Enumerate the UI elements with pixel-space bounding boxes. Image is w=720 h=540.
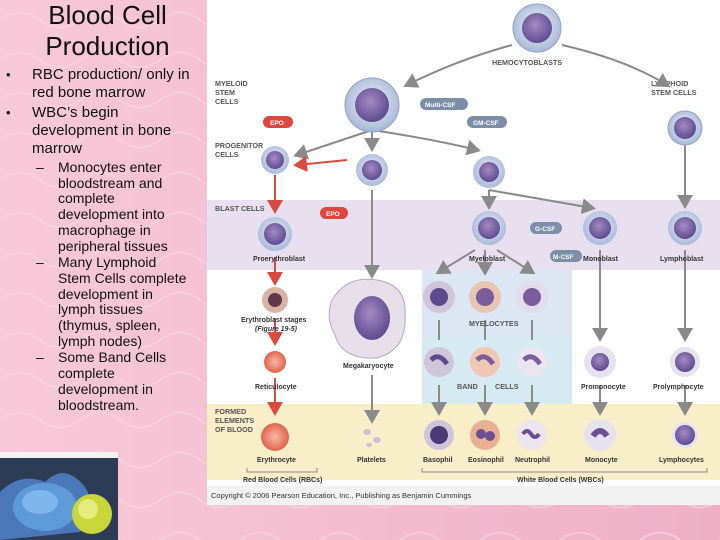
micrograph-illustration <box>0 452 118 540</box>
figure-reference-label: (Figure 19-5) <box>255 326 298 333</box>
title-line-1: Blood Cell <box>48 0 167 30</box>
promonocyte-cell <box>584 346 616 378</box>
cells-label: CELLS <box>495 382 519 391</box>
promonocyte-label: Promonocyte <box>581 384 626 391</box>
sub-bullet-marker: – <box>36 159 44 175</box>
sub-bullet-marker: – <box>36 254 44 271</box>
eosinophil-label: Eosinophil <box>468 457 504 464</box>
sub-bullet-item <box>36 255 206 349</box>
reticulocyte-cell <box>264 351 286 373</box>
lymphocytes-label: Lymphocytes <box>659 457 704 464</box>
slide-title <box>0 0 215 62</box>
basophil-label: Basophil <box>423 457 453 464</box>
band-cell-2 <box>470 347 500 377</box>
svg-text:GM-CSF: GM-CSF <box>473 120 499 127</box>
lymphoblast-cell <box>668 211 702 245</box>
erythroblast-cell <box>262 287 288 313</box>
erythrocyte-cell <box>261 423 289 451</box>
prolymphocyte-label: Prolymphocyte <box>653 384 704 391</box>
title-line-2: Production <box>45 31 170 61</box>
megakaryocyte-cell <box>329 279 405 358</box>
m-csf-box <box>550 250 582 262</box>
svg-text:EPO: EPO <box>326 211 340 218</box>
multi-csf-box <box>420 98 468 110</box>
neutrophil-cell <box>517 420 547 450</box>
neutrophil-label: Neutrophil <box>515 457 550 464</box>
bullet-item <box>6 104 206 158</box>
svg-text:M-CSF: M-CSF <box>553 254 574 261</box>
bullet-text: RBC production/ only in red bone marrow <box>32 66 190 101</box>
gm-csf-box <box>467 116 507 128</box>
sub-bullet-marker: – <box>36 349 44 366</box>
basophil-cell <box>424 420 454 450</box>
bullet-marker: • <box>6 105 11 120</box>
bullet-list <box>6 66 206 413</box>
formed-label-line-2: ELEMENTS <box>215 416 255 425</box>
prolymphocyte-cell <box>670 347 700 377</box>
formed-label-line-1: FORMED <box>215 407 247 416</box>
monocyte-label: Monocyte <box>585 457 618 464</box>
bullet-item <box>6 66 206 102</box>
epo-box-2 <box>320 207 348 219</box>
micrograph-image <box>0 452 118 540</box>
svg-text:Multi-CSF: Multi-CSF <box>425 102 456 109</box>
megakaryocyte-label: Megakaryocyte <box>343 363 394 370</box>
wbc-group-label: White Blood Cells (WBCs) <box>517 477 604 484</box>
lymphoid-label-line-2: STEM CELLS <box>651 88 697 97</box>
myelocyte-cell-1 <box>423 281 455 313</box>
sub-bullet-text: Monocytes enter bloodstream and complete development into macrophage in peripheral tissues <box>58 159 168 254</box>
epo-box-1 <box>263 116 293 128</box>
blast-cells-label: BLAST CELLS <box>215 204 265 213</box>
g-csf-box <box>530 222 562 234</box>
myeloid-label-line-2: STEM <box>215 88 235 97</box>
progenitor-label-line-2: CELLS <box>215 150 239 159</box>
hemocytoblasts-label: HEMOCYTOBLASTS <box>492 58 563 67</box>
myelocytes-label: MYELOCYTES <box>469 319 519 328</box>
eosinophil-cell <box>470 420 500 450</box>
progenitor-cell-2 <box>356 154 388 186</box>
lymphoid-label-line-1: LYMPHOID <box>651 79 689 88</box>
hemocytoblast-cell <box>513 4 561 52</box>
reticulocyte-label: Reticulocyte <box>255 384 297 391</box>
monoblast-cell <box>583 211 617 245</box>
myeloid-stem-cell <box>345 78 399 132</box>
monocyte-cell <box>584 419 616 451</box>
sub-bullet-text: Some Band Cells complete development in bloodstream. <box>58 349 167 413</box>
sub-bullet-text: Many Lymphoid Stem Cells complete development in lymph tissues (thymus, spleen, lymph nodes) <box>58 254 187 349</box>
svg-text:EPO: EPO <box>270 120 284 127</box>
monoblast-label: Monoblast <box>583 256 618 263</box>
sub-bullet-item <box>36 160 206 254</box>
erythrocyte-label: Erythrocyte <box>257 457 296 464</box>
lymphoid-stem-cell <box>668 111 702 145</box>
myeloblast-cell <box>472 211 506 245</box>
band-cell-3 <box>517 347 547 377</box>
sub-bullet-item <box>36 350 206 413</box>
platelets-label: Platelets <box>357 457 386 464</box>
copyright-text: Copyright © 2006 Pearson Education, Inc., Publishing as Benjamin Cummings <box>211 491 472 500</box>
proerythroblast-cell <box>258 217 292 251</box>
band-label: BAND <box>457 382 478 391</box>
bullet-marker: • <box>6 67 11 82</box>
myelocyte-cell-2 <box>469 281 501 313</box>
myeloblast-label: Myeloblast <box>469 256 506 263</box>
hematopoiesis-diagram <box>207 0 720 505</box>
lymphocyte-cell <box>672 422 698 448</box>
progenitor-label-line-1: PROGENITOR <box>215 141 264 150</box>
band-cell-1 <box>424 347 454 377</box>
myelocyte-cell-3 <box>516 281 548 313</box>
myeloid-label-line-1: MYELOID <box>215 79 248 88</box>
myeloid-label-line-3: CELLS <box>215 97 239 106</box>
formed-label-line-3: OF BLOOD <box>215 425 253 434</box>
erythroblast-stages-label: Erythroblast stages <box>241 317 307 324</box>
progenitor-cell-1 <box>261 146 289 174</box>
proerythroblast-label: Proerythroblast <box>253 256 306 263</box>
progenitor-cell-3 <box>473 156 505 188</box>
svg-text:G-CSF: G-CSF <box>535 226 556 233</box>
lymphoblast-label: Lymphoblast <box>660 256 704 263</box>
rbc-group-label: Red Blood Cells (RBCs) <box>243 477 323 484</box>
bullet-text: WBC’s begin development in bone marrow <box>32 104 172 157</box>
